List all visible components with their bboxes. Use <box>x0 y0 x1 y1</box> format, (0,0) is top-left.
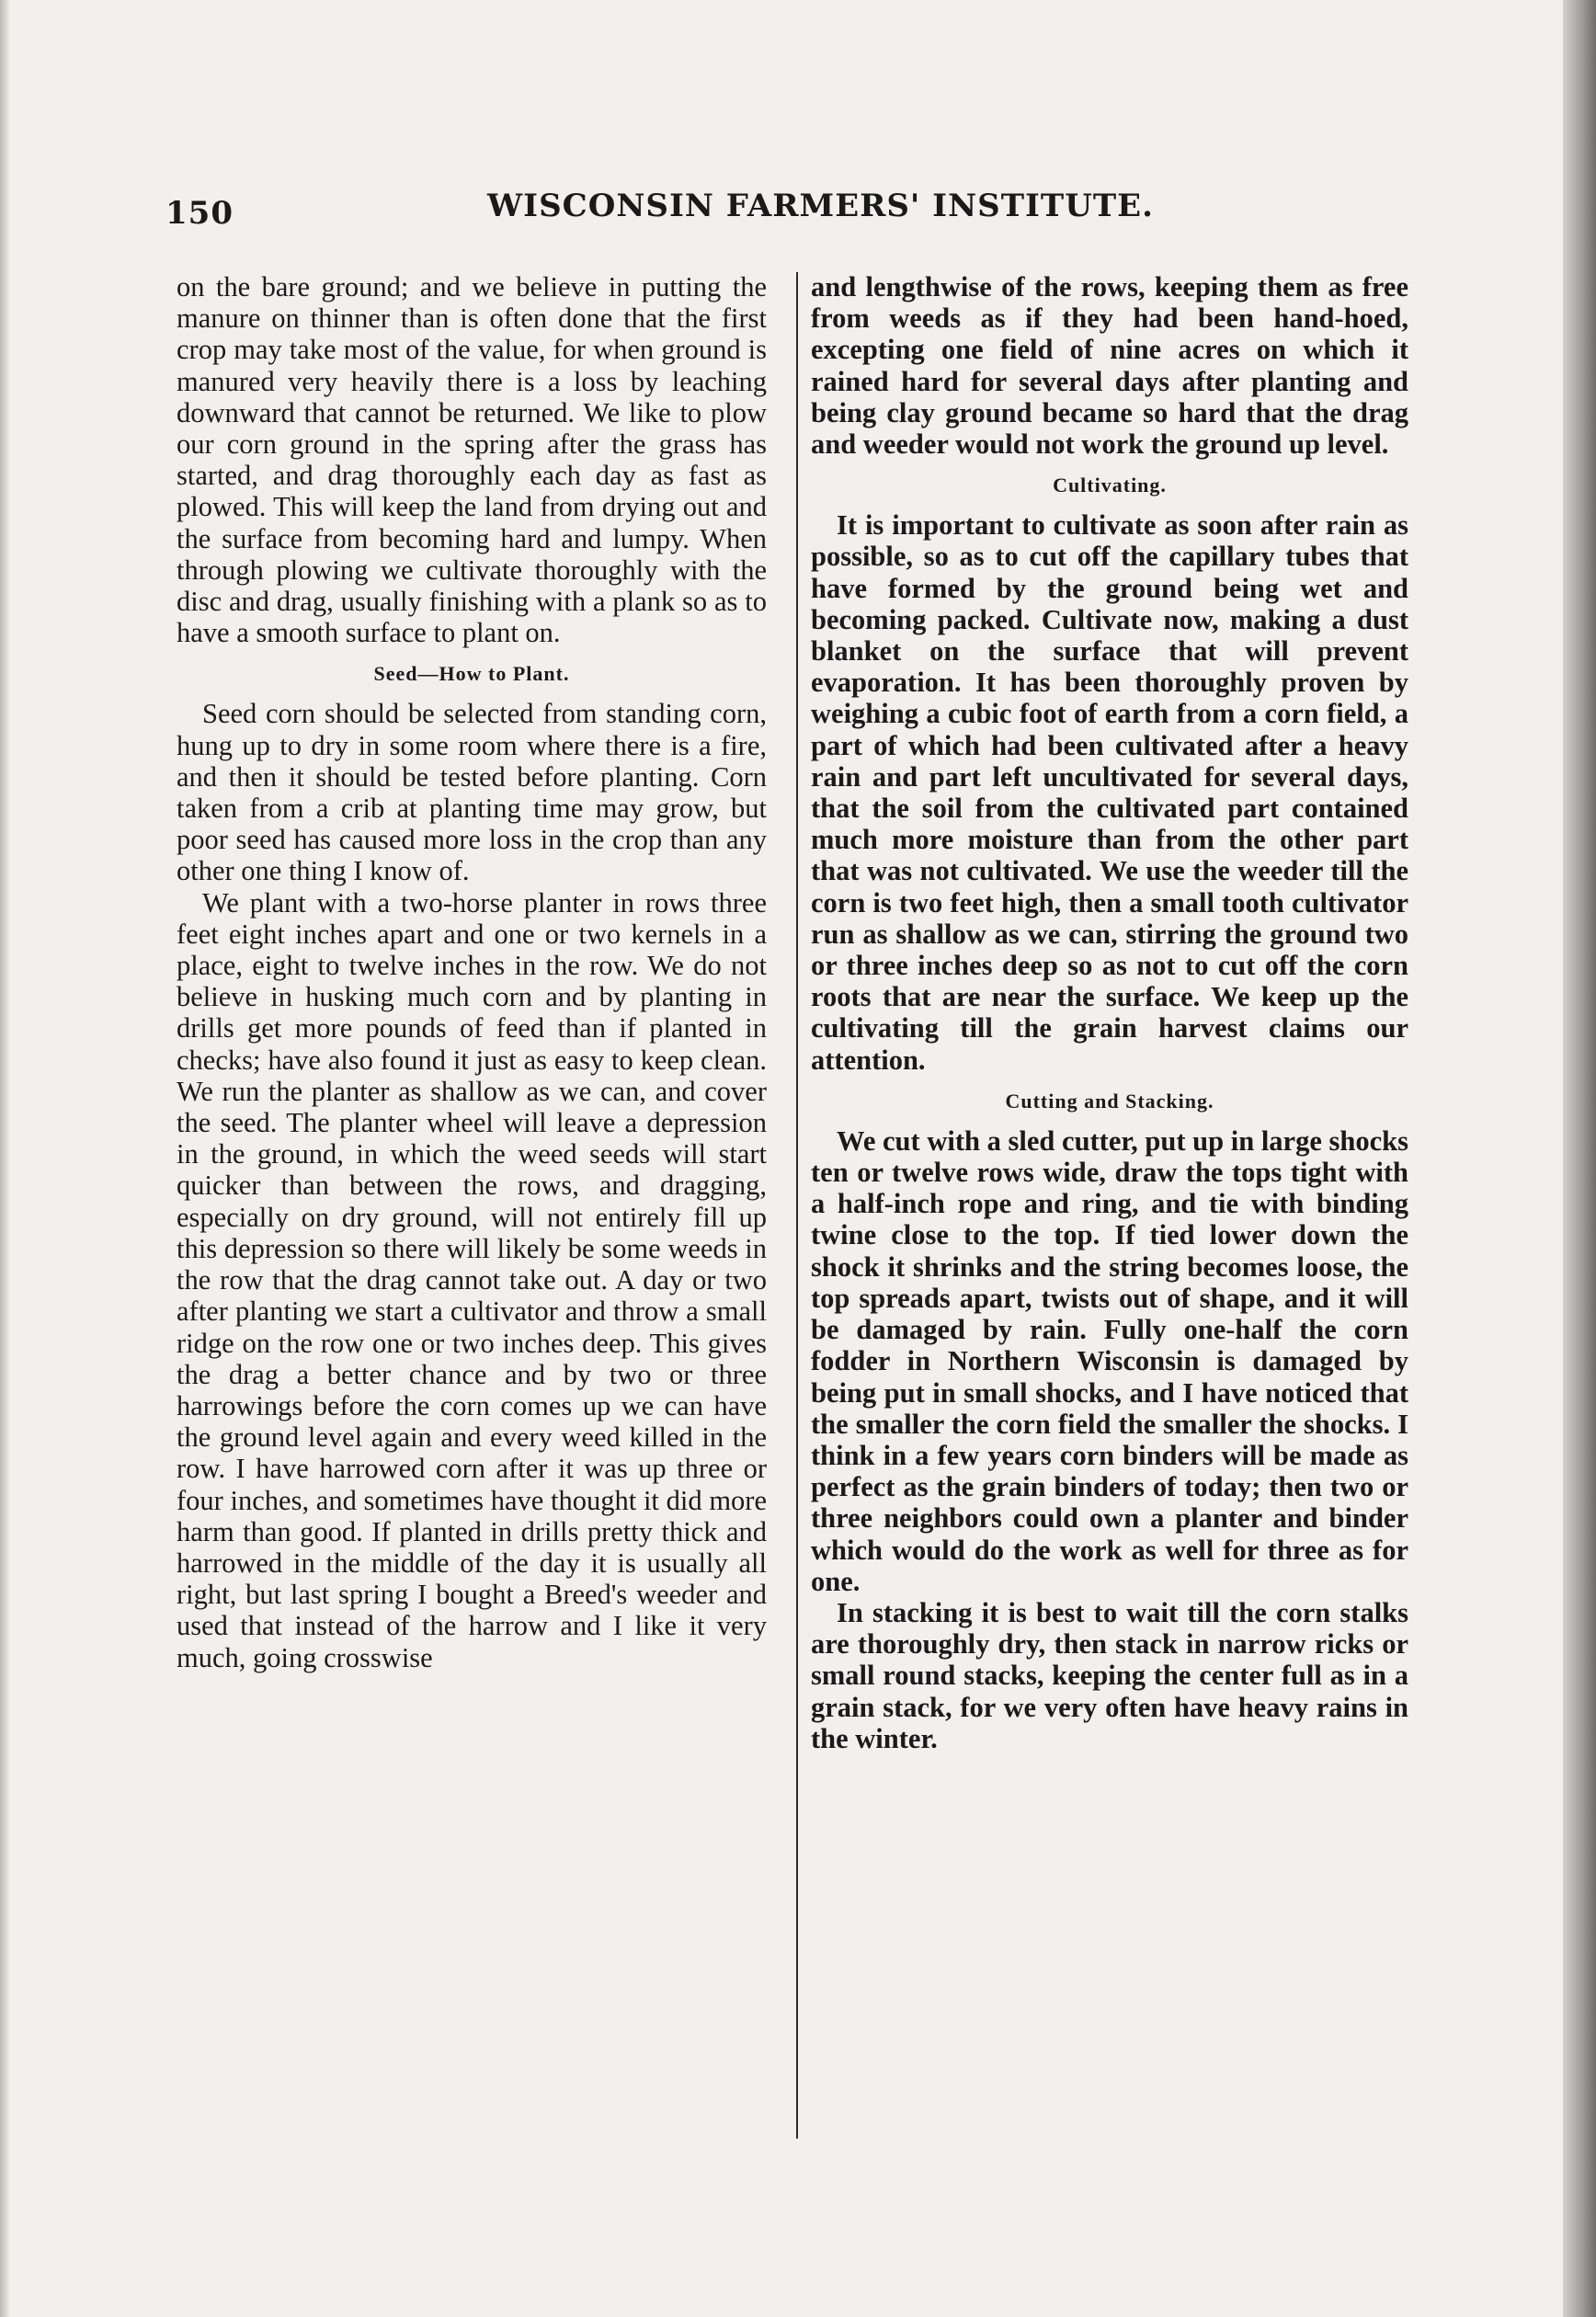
section-heading-seed: Seed—How to Plant. <box>373 662 570 686</box>
paragraph: We plant with a two-horse planter in rows three feet eight inches apart and one or two kernels in a place, eight to twelve inches in the row. We do not believe in husking much corn and by planting in drills get more pounds of feed than if planted in checks; have also found it just as easy to keep clean. We run the planter as shallow as we can, and cover the seed. The planter wheel will leave a depression in the ground, in which the weed seeds will start quicker than between the rows, and dragging, especially on dry ground, will not entirely fill up this depression so there will likely be some weeds in the row that the drag cannot take out. A day or two after planting we start a cultivator and throw a small ridge on the row one or two inches deep. This gives the drag a better chance and by two or three harrowings before the corn comes up we can have the ground level again and every weed killed in the row. I have harrowed corn after it was up three or four inches, and sometimes have thought it did more harm than good. If planted in drills pretty thick and harrowed in the middle of the day it is usually all right, but last spring I bought a Breed's weeder and used that instead of the harrow and I like it very much, going crosswise <box>177 886 767 1673</box>
section-heading-cutting: Cutting and Stacking. <box>1005 1089 1214 1113</box>
left-column <box>177 271 767 1673</box>
paragraph: It is important to cultivate as soon after rain as possible, so as to cut off the capillary tubes that have formed by the ground being wet and becoming packed. Cultivate now, making a dust blanket on the surface that will prevent evaporation. It has been thoroughly proven by weighing a cubic foot of earth from a corn field, a part of which had been cultivated after a heavy rain and part left uncultivated for several days, that the soil from the cultivated part contained much more moisture than from the other part that was not cultivated. We use the weeder till the corn is two feet high, then a small tooth cultivator run as shallow as we can, stirring the ground two or three inches deep so as not to cut off the corn roots that are near the surface. We keep up the cultivating till the grain harvest claims our attention. <box>811 509 1408 1076</box>
paragraph: In stacking it is best to wait till the corn stalks are thoroughly dry, then stack in narrow ricks or small round stacks, keeping the center full as in a grain stack, for we very often have heavy rains in the winter. <box>811 1596 1408 1754</box>
paragraph: Seed corn should be selected from standing corn, hung up to dry in some room where there is a fire, and then it should be tested before planting. Corn taken from a crib at planting time may grow, but poor seed has caused more loss in the crop than any other one thing I know of. <box>177 698 767 887</box>
paragraph: on the bare ground; and we believe in putting the manure on thinner than is often done that the first crop may take most of the value, for when ground is manured very heavily there is a loss by leaching downward that cannot be returned. We like to plow our corn ground in the spring after the grass has started, and drag thoroughly each day as fast as plowed. This will keep the land from drying out and the surface from becoming hard and lumpy. When through plowing we cultivate thoroughly with the disc and drag, usually finishing with a plank so as to have a smooth surface to plant on. <box>177 271 767 649</box>
binding-shadow <box>1563 0 1596 2317</box>
paragraph: and lengthwise of the rows, keeping them as free from weeds as if they had been hand-hoed, excepting one field of nine acres on which it rained hard for several days after planting and being clay ground became so hard that the drag and weeder would not work the ground up level. <box>811 271 1408 461</box>
page-header <box>165 188 1154 234</box>
running-title: WISCONSIN FARMERS' INSTITUTE. <box>487 188 1154 224</box>
page-number: 150 <box>165 195 234 232</box>
column-divider <box>796 272 798 2139</box>
right-column <box>811 271 1408 1754</box>
paragraph: We cut with a sled cutter, put up in large shocks ten or twelve rows wide, draw the tops tight with a half-inch rope and ring, and tie with binding twine close to the top. If tied lower down the shock it shrinks and the string becomes loose, the top spreads apart, twists out of shape, and it will be damaged by rain. Fully one-half the corn fodder in Northern Wisconsin is damaged by being put in small shocks, and I have noticed that the smaller the corn field the smaller the shocks. I think in a few years corn binders will be made as perfect as the grain binders of today; then two or three neighbors could own a planter and binder which would do the work as well for three as for one. <box>811 1124 1408 1597</box>
section-heading-cultivating: Cultivating. <box>1053 474 1167 497</box>
page-left-edge <box>0 0 9 2317</box>
